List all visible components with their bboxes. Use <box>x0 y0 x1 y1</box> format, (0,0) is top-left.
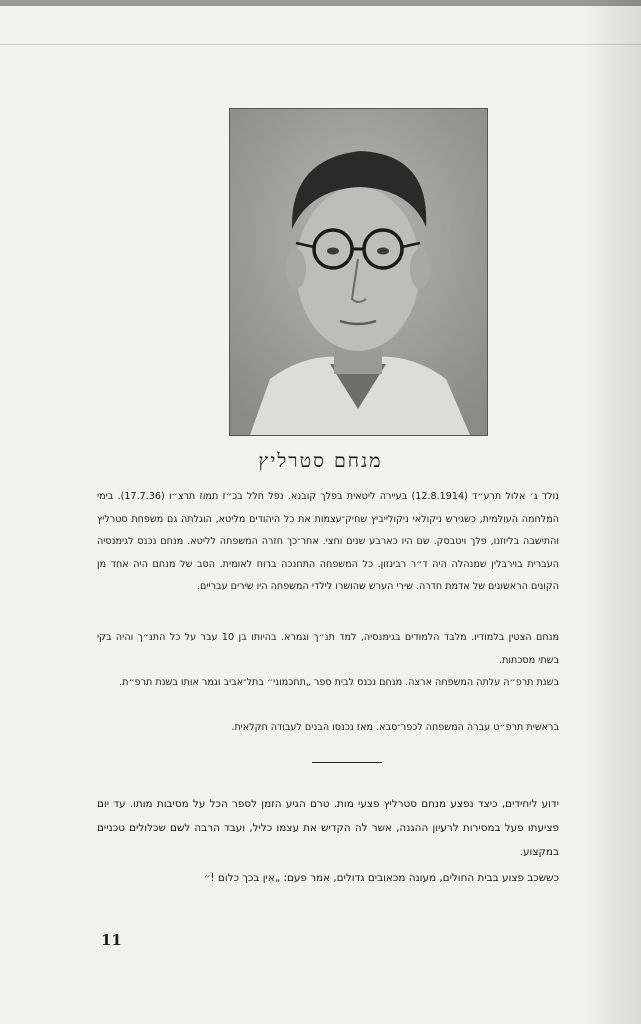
biography-paragraph-2: מנחם הצטין בלמודיו. מלבד הלמודים בגימנסיה, למד תנ״ך וגמרא. בהיותו בן 10 עבר על כל התנ״ך והיה בקי בשתי מסכתות. <box>97 632 559 666</box>
scan-edge-shadow <box>581 0 641 1024</box>
scan-top-edge <box>0 0 641 6</box>
biography-paragraph-3: בשנת תרפ״ה עלתה המשפחה ארצה. מנחם נכנס לבית ספר „תחכמוני״ בתל־אביב וגמר אותו בשנת תרפ״ת. <box>119 677 559 688</box>
biography-paragraph-1: נולד ג׳ אלול תרע״ד (12.8.1914) בעיירה ליטאית בפלך קובנא. נפל חלל בכ״ז תמוז תרצ״ו (17.7.36). בימי המלחמה העולמית, כשגירש ניקולאי ניקולייביץ שחיק־עצמות את כל היהודים מליטא, הוגלתה גם משפחת סטרליץ והתישבה בליוזנו, פלך ויטבסק. שם היו כארבע שנים וחצי. אחר־כך חזרה המשפחה לליטא. מנחם נכנס לגימנסיה העברית בוירבלין שמנהלה היה ד״ר רבינזון. כל המשפחה התחנכה ברוח לאומית. הסב של מנחם היה אחד מן הקונים הראשונים של אדמת חדרה. שירי הערש שהושרו לילדי המשפחה היו שירים עבריים. <box>97 491 560 592</box>
closing-paragraph-2: כששכב פצוע בבית החולים, מעונה מכאובים גדולים, אמר פעם: „אין בכך כלום !״ <box>203 872 559 884</box>
closing-paragraph-1: ידוע ליחידים, כיצד נפצע מנחם סטרליץ פצעי מות. טרם הגיע הזמן לספר הכל על מסיבות מותו. עד יום פציעתו פעל במסירות לרעיון ההגנה, אשר לה הקדיש את עצמו כליל, ועבד הרבה לשם שכלולים טכניים במקצוע. <box>97 798 559 858</box>
person-name-heading: מנחם סטרליץ <box>258 450 383 472</box>
page-number: 11 <box>101 931 122 949</box>
section-divider <box>312 762 382 763</box>
biography-paragraph-4: בראשית תרפ״ט עברה המשפחה לכפר־סבא. מאז נכנסו הבנים לעבודה חקלאית. <box>231 722 559 733</box>
scan-fold-line <box>0 44 641 45</box>
portrait-photo <box>229 108 488 436</box>
